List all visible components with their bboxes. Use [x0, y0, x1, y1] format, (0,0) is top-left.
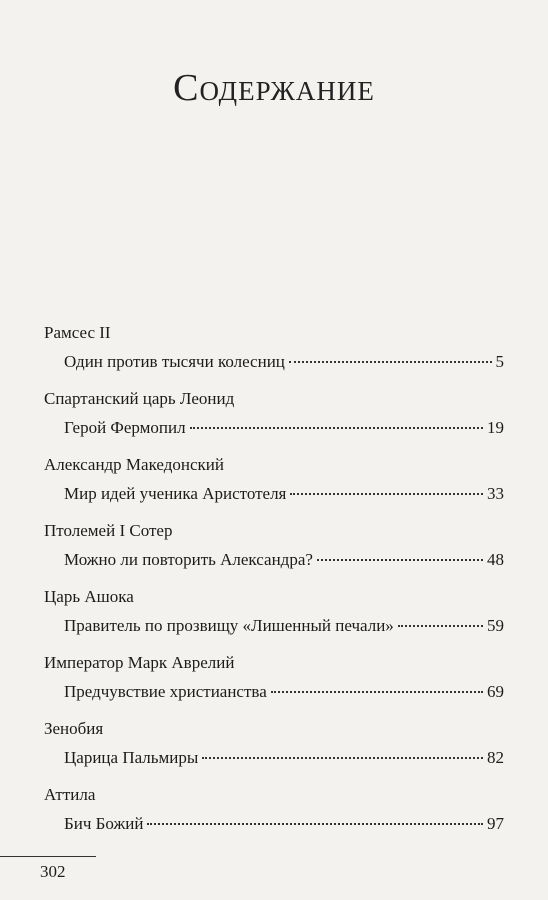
- toc-chapter-title: Правитель по прозвищу «Лишенный печали»: [64, 616, 394, 635]
- toc-chapter-row[interactable]: [64, 747, 504, 769]
- toc-chapter-row[interactable]: [64, 813, 504, 835]
- toc-author: Птолемей I Сотер: [44, 521, 173, 540]
- toc-chapter-title: Бич Божий: [64, 814, 144, 833]
- dot-leader: [147, 823, 483, 825]
- toc-author: Спартанский царь Леонид: [44, 389, 235, 408]
- toc-chapter-title: Предчувствие христианства: [64, 682, 267, 701]
- toc-entry: [0, 520, 548, 586]
- page-title: Содержание: [173, 67, 375, 109]
- dot-leader: [271, 691, 483, 693]
- toc-entry: [0, 322, 548, 388]
- toc-entry: [0, 586, 548, 652]
- toc-author: Аттила: [44, 785, 96, 804]
- toc-chapter-row[interactable]: [64, 417, 504, 439]
- toc-chapter-title: Можно ли повторить Александра?: [64, 550, 313, 569]
- toc-author: Рамсес II: [44, 323, 111, 342]
- toc-page-number: 69: [487, 682, 504, 701]
- toc-entry: [0, 454, 548, 520]
- dot-leader: [290, 493, 483, 495]
- toc-chapter-row[interactable]: [64, 351, 504, 373]
- dot-leader: [190, 427, 483, 429]
- toc-page-number: 59: [487, 616, 504, 635]
- toc-page-number: 82: [487, 748, 504, 767]
- dot-leader: [289, 361, 492, 363]
- toc-entry: [0, 784, 548, 850]
- dot-leader: [317, 559, 483, 561]
- toc-author: Император Марк Аврелий: [44, 653, 235, 672]
- toc-author: Зенобия: [44, 719, 104, 738]
- toc-page-number: 5: [495, 352, 504, 371]
- toc-chapter-title: Один против тысячи колесниц: [64, 352, 285, 371]
- toc-chapter-row[interactable]: [64, 681, 504, 703]
- toc-chapter-row[interactable]: [64, 615, 504, 637]
- footer-rule: [0, 856, 96, 857]
- toc-chapter-title: Мир идей ученика Аристотеля: [64, 484, 287, 503]
- dot-leader: [202, 757, 483, 759]
- toc-chapter-row[interactable]: [64, 483, 504, 505]
- toc-chapter-title: Царица Пальмиры: [64, 748, 199, 767]
- toc-page-number: 19: [487, 418, 504, 437]
- toc-chapter-row[interactable]: [64, 549, 504, 571]
- toc-entry: [0, 652, 548, 718]
- toc-entry: [0, 718, 548, 784]
- toc-chapter-title: Герой Фермопил: [64, 418, 186, 437]
- toc-author: Александр Македонский: [44, 455, 225, 474]
- table-of-contents: [0, 322, 548, 850]
- toc-page-number: 97: [487, 814, 504, 833]
- toc-author: Царь Ашока: [44, 587, 134, 606]
- toc-page-number: 33: [487, 484, 504, 503]
- toc-page-number: 48: [487, 550, 504, 569]
- toc-entry: [0, 388, 548, 454]
- dot-leader: [398, 625, 483, 627]
- page-number: 302: [40, 862, 66, 881]
